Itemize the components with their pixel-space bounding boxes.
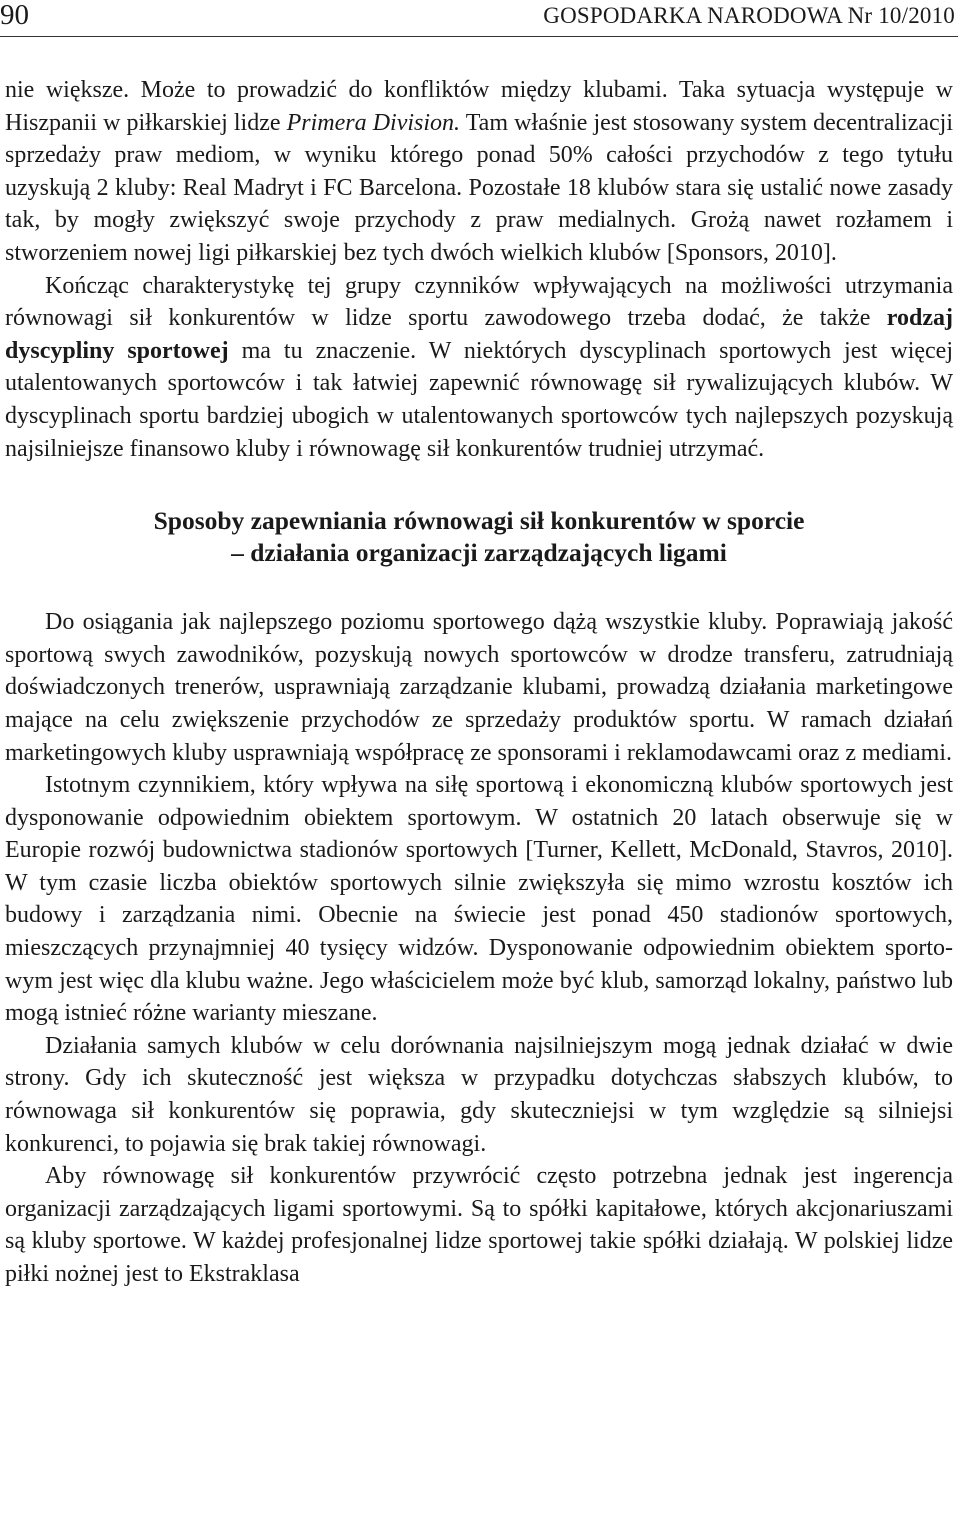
- section-heading-line-2: – działania organizacji zarządzających ligami: [231, 538, 727, 568]
- journal-title: GOSPODARKA NARODOWA Nr 10/2010: [543, 3, 955, 28]
- paragraph-2-text-a: Kończąc charakterystykę tej grupy czynników wpływających na możliwości utrzymania równowagi sił konkurentów w lidze sportu zawodowego trzeba dodać, że także: [5, 272, 953, 332]
- paragraph-6: Aby równowagę sił konkurentów przywrócić często potrzebna jednak jest ingerencja organizacji zarządzających ligami sportowymi. Są to spółki kapitałowe, których akcjonariuszami są kluby sportowe. W każdej profesjonalnej lidze sportowej takie spółki działają. W polskiej lidze piłki nożnej jest to Ekstraklasa: [5, 1163, 953, 1287]
- paragraph-2-text-b: ma tu znaczenie. W niektórych dyscyplinach sportowych jest więcej utalentowanych sportowców i tak łatwiej zapewnić równowagę sił rywalizujących klubów. W dyscyplinach sportu bardziej ubogich w utalentowanych sportowców tych najlepszych pozyskują najsilniejsze finansowo kluby i równowagę sił konkurentów trudniej utrzymać.: [5, 337, 953, 462]
- emphasis-bold: rodzaj dyscypliny sportowej: [5, 305, 953, 364]
- paragraph-1-text-a: nie większe. Może to prowadzić do konfliktów między klubami. Taka sytuacja występuje w Hiszpanii w piłkarskiej lidze: [5, 77, 953, 136]
- paragraph-2: [5, 270, 953, 466]
- paragraph-1-text-b: Tam właśnie jest stosowany system decentralizacji sprzedaży praw mediom, w wyniku którego ponad 50% całości przychodów z tego tytułu uzyskują 2 kluby: Real Madryt i FC Barcelona. Pozostałe 18 klubów stara się ustalić nowe zasady tak, by mogły zwiększyć swoje przychody z praw medialnych. Grożą nawet rozłamem i stworzeniem nowej ligi piłkarskiej bez tych dwóch wielkich klubów [Sponsors, 2010].: [5, 109, 953, 266]
- paragraph-5: Działania samych klubów w celu dorównania najsilniejszym mogą jednak działać w dwie strony. Gdy ich skuteczność jest większa w przypadku dotychczas słabszych klubów, to równowaga sił konkurentów się poprawia, gdy skuteczniejsi w tym względzie są silniejsi konkurenci, to pojawia się brak takiej równowagi.: [5, 1032, 953, 1157]
- paragraph-1: [5, 74, 953, 270]
- section-heading: [5, 505, 953, 569]
- running-header: [0, 0, 958, 37]
- page-number: 90: [0, 0, 29, 31]
- paragraph-4: Istotnym czynnikiem, który wpływa na siłę sportową i ekonomiczną klubów sportowych jest dysponowanie odpowiednim obiektem sportowym. W ostatnich 20 latach obserwuje się w Europie rozwój budownictwa stadionów sportowych [Turner, Kellett, McDonald, Stavros, 2010]. W tym czasie liczba obiektów sportowych silnie zwiększyła się mimo wzrostu kosztów ich budowy i zarządzania nimi. Obecnie na świecie jest ponad 450 stadionów sportowych, mieszczących przynajmniej 40 tysięcy widzów. Dysponowanie odpowiednim obiektem sportowym jest więc dla klubu ważne. Jego właścicielem może być klub, samorząd lokalny, państwo lub mogą istnieć różne warianty mieszane.: [5, 772, 953, 1027]
- league-name-italic: Primera Division.: [286, 109, 461, 136]
- paragraph-3: Do osiągania jak najlepszego poziomu sportowego dążą wszystkie kluby. Poprawiają jakość sportową swych zawodników, pozyskują nowych sportowców w drodze transferu, zatrudniają doświadczonych trenerów, usprawniają zarządzanie klubami, prowadzą działania marketingowe mające na celu zwiększenie przychodów ze sprzedaży produktów sportu. W ramach działań marketingowych kluby usprawniają współpracę ze sponsorami i reklamodawcami oraz z mediami.: [5, 609, 953, 766]
- section-heading-line-1: Sposoby zapewniania równowagi sił konkurentów w sporcie: [153, 506, 805, 536]
